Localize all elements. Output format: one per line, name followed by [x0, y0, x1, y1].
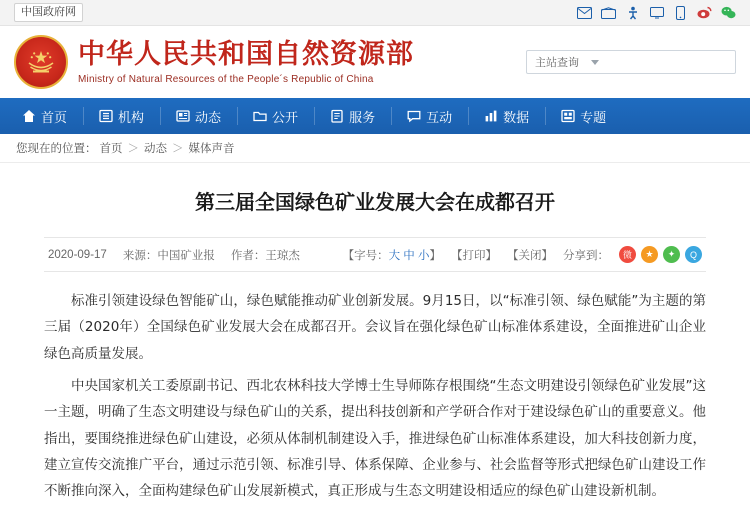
national-emblem-icon	[14, 35, 68, 89]
breadcrumb	[0, 134, 750, 163]
article-author-value: 王琼杰	[265, 249, 300, 262]
article-container	[0, 163, 750, 505]
chevron-down-icon	[591, 60, 599, 65]
monitor-icon[interactable]	[649, 5, 664, 20]
font-size-close: 】	[429, 249, 441, 262]
article-paragraph: 中央国家机关工委原副书记、西北农林科技大学博士生导师陈存根围绕“生态文明建设引领绿色矿业发展”这一主题，明确了生态文明建设与绿色矿山的关系，提出科技创新和产学研合作对于建设绿色矿山的重要意义。他指出，要围绕推进绿色矿山建设，必须从体制机制建设入手，推进绿色矿山标准体系建设，加大科技创新力度，建立宣传交流推广平台，通过示范引领、标准引导、体系保障、企业参与、社会监督等形式把绿色矿山建设工作不断推向深入，全面构建绿色矿山发展新模式，真正形成与生态文明建设相适应的绿色矿山建设新机制。	[44, 377, 706, 500]
breadcrumb-item-news[interactable]: 动态	[144, 143, 167, 155]
open-folder-icon	[253, 109, 267, 123]
font-size-options[interactable]: 大 中 小	[388, 249, 430, 262]
article-author	[231, 247, 300, 263]
nav-label: 机构	[118, 109, 145, 125]
emblem-detail	[21, 43, 61, 83]
search-scope-label: 主站查询	[535, 57, 579, 69]
page-title: 第三届全国绿色矿业发展大会在成都召开	[195, 190, 555, 214]
breadcrumb-prefix: 您现在的位置：	[16, 143, 97, 155]
site-title-block	[78, 39, 414, 85]
site-title-en: Ministry of Natural Resources of the People´s Republic of China	[78, 74, 374, 86]
article-date: 2020-09-17	[48, 248, 107, 261]
accessibility-icon[interactable]	[625, 5, 640, 20]
mail-icon[interactable]	[577, 5, 592, 20]
news-icon	[176, 109, 190, 123]
nav-item-service[interactable]	[314, 98, 391, 134]
nav-item-open[interactable]	[237, 98, 314, 134]
share-qq-icon[interactable]: Q	[685, 246, 702, 263]
article-source-label: 来源：	[122, 249, 158, 262]
weibo-icon[interactable]	[697, 5, 712, 20]
building-icon	[99, 109, 113, 123]
site-masthead	[0, 26, 750, 98]
home-icon	[22, 109, 36, 123]
nav-label: 专题	[580, 109, 607, 125]
font-size-label: 【字号：	[342, 249, 389, 262]
nav-item-organization[interactable]	[83, 98, 160, 134]
nav-label: 公开	[272, 109, 299, 125]
article-source-value: 中国矿业报	[157, 249, 215, 262]
breadcrumb-separator: ＞	[172, 143, 184, 155]
nav-item-home[interactable]	[6, 98, 83, 134]
share-weibo-icon[interactable]: 微	[619, 246, 636, 263]
nav-item-topics[interactable]	[545, 98, 622, 134]
top-utility-bar	[0, 0, 750, 26]
nav-item-news[interactable]	[160, 98, 237, 134]
close-button[interactable]: 【关闭】	[507, 249, 553, 262]
print-button[interactable]: 【打印】	[451, 249, 497, 262]
article-source	[123, 247, 215, 263]
chart-icon	[484, 109, 498, 123]
search-scope-select[interactable]	[527, 51, 605, 73]
wechat-icon[interactable]	[721, 5, 736, 20]
nav-item-interaction[interactable]	[391, 98, 468, 134]
article-meta-left	[48, 247, 300, 263]
mail-open-icon[interactable]	[601, 5, 616, 20]
nav-label: 服务	[349, 109, 376, 125]
mobile-icon[interactable]	[673, 5, 688, 20]
nav-label: 数据	[503, 109, 530, 125]
nav-label: 互动	[426, 109, 453, 125]
nav-item-data[interactable]	[468, 98, 545, 134]
topic-icon	[561, 109, 575, 123]
breadcrumb-item-media[interactable]: 媒体声音	[188, 143, 235, 155]
breadcrumb-item-home[interactable]: 首页	[99, 143, 123, 155]
nav-label: 动态	[195, 109, 222, 125]
top-icon-group	[577, 5, 736, 20]
site-search[interactable]	[526, 50, 736, 74]
breadcrumb-separator: ＞	[127, 143, 139, 155]
nav-label: 首页	[41, 109, 68, 125]
main-navigation	[0, 98, 750, 134]
font-size-control[interactable]	[343, 247, 441, 263]
article-body	[44, 272, 706, 505]
share-icon-group	[619, 246, 702, 263]
article-meta-bar	[44, 237, 706, 272]
share-wechat-icon[interactable]: ★	[641, 246, 658, 263]
article-meta-right	[343, 246, 702, 263]
service-icon	[330, 109, 344, 123]
article-author-label: 作者：	[230, 249, 266, 262]
search-input[interactable]	[605, 51, 750, 73]
share-qzone-icon[interactable]: ✦	[663, 246, 680, 263]
site-title-cn: 中华人民共和国自然资源部	[78, 38, 414, 70]
chat-icon	[407, 109, 421, 123]
gov-portal-link[interactable]: 中国政府网	[14, 3, 83, 22]
article-paragraph: 标准引领建设绿色智能矿山，绿色赋能推动矿业创新发展。9月15日，以“标准引领、绿色赋能”为主题的第三届（2020年）全国绿色矿业发展大会在成都召开。会议旨在强化绿色矿山标准体系建设，全面推进矿山企业绿色高质量发展。	[44, 293, 706, 362]
share-label: 分享到：	[563, 249, 609, 262]
